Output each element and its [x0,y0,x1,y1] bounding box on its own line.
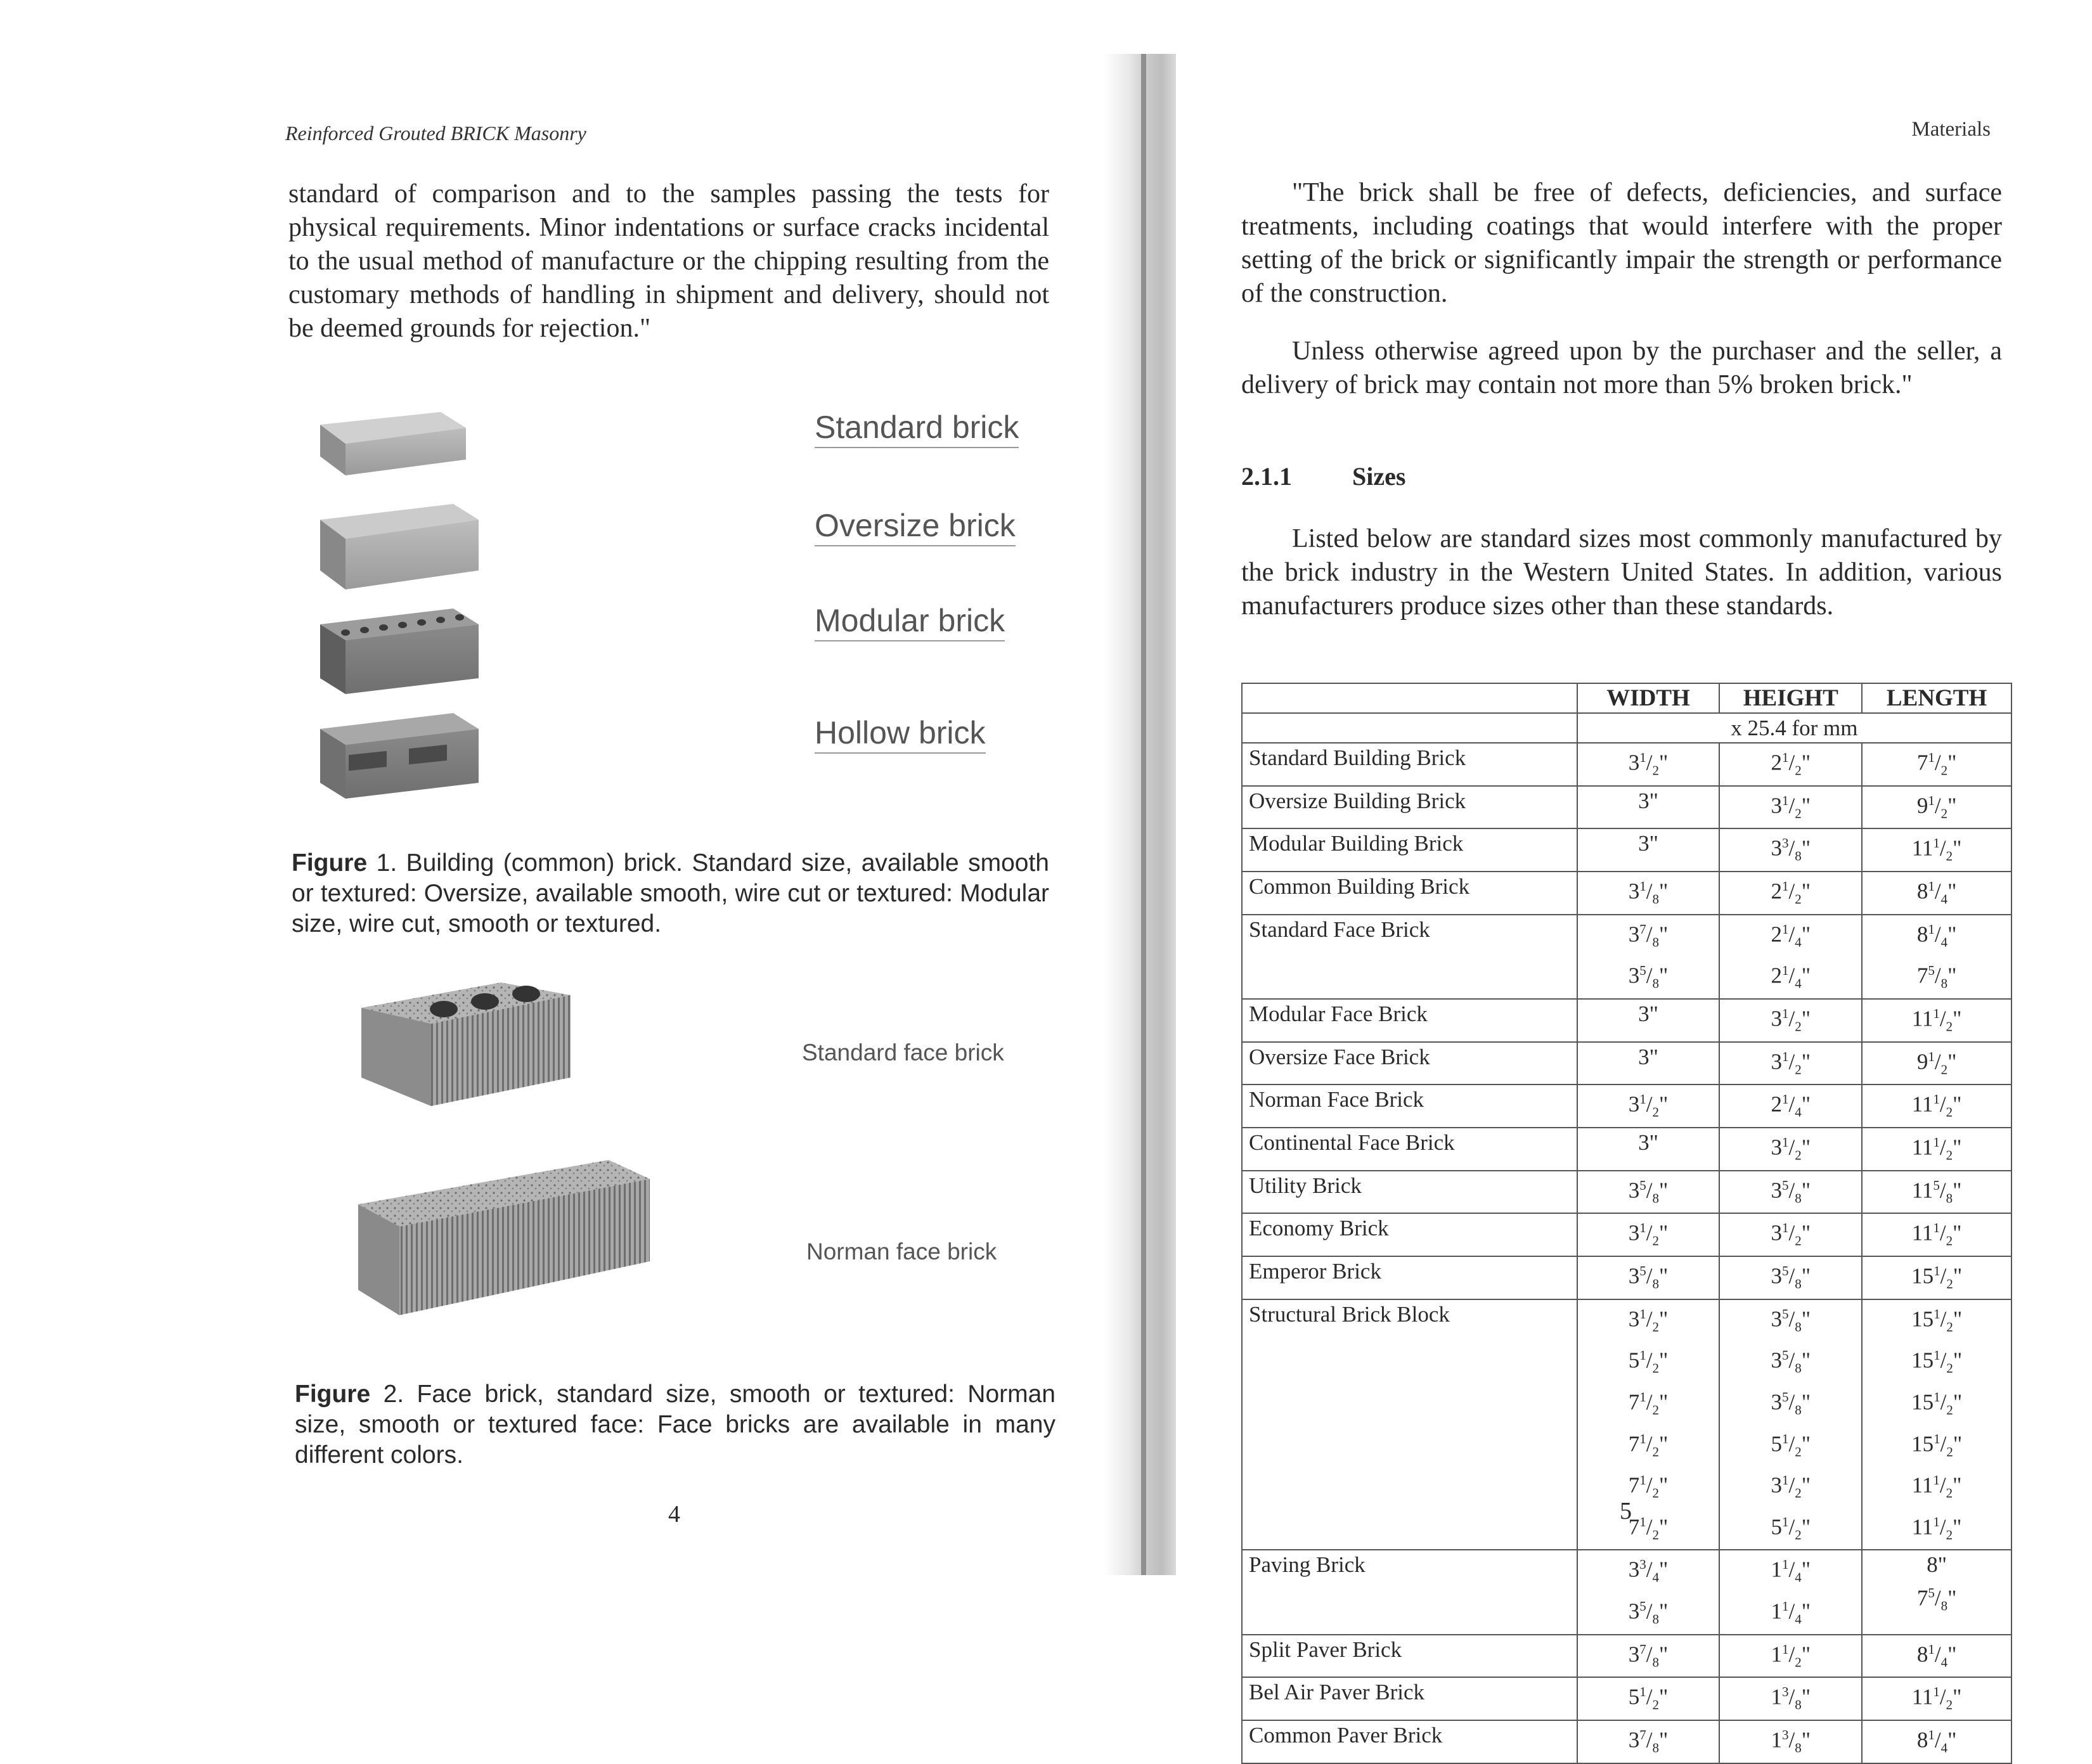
cell-width: 3" [1577,828,1720,872]
figure2-caption: Figure 2. Face brick, standard size, smooth or textured: Norman size, smooth or textured face: Face bricks are available in many different colors. [295,1381,1056,1469]
table-row [1242,999,2011,1042]
header-height: HEIGHT [1719,683,1862,713]
norman-face-brick-image [358,1160,650,1315]
cell-height: $1^1/_2$" [1719,1635,1862,1678]
cell-height: $2^1/_2$" [1719,872,1862,915]
table-row [1242,1085,2011,1128]
figure1-caption: Figure 1. Building (common) brick. Standard size, available smooth or textured: Oversize, available smooth, wire cut or textured: Modular size, wire cut, smooth or textured. [292,849,1049,937]
brick-sizes-table [1241,683,2012,1764]
table-row [1242,915,2011,999]
cell-height: $2^1/_2$" [1719,743,1862,786]
page-number-left: 4 [668,1501,680,1528]
cell-height: $1^3/_8$" [1719,1677,1862,1720]
table-row [1242,1677,2011,1720]
row-brick-name: Emperor Brick [1242,1256,1577,1299]
cell-width: $3^1/_2$" [1577,1213,1720,1256]
figure2-face-bricks-illustration [355,970,672,1344]
section-number: 2.1.1 [1241,462,1292,491]
cell-length: $9^1/_2$" [1862,1042,2011,1085]
table-row [1242,1213,2011,1256]
page-number-right: 5 [1620,1498,1632,1524]
label-hollow-brick: Hollow brick [815,714,986,754]
right-paragraph-2: Unless otherwise agreed upon by the purchaser and the seller, a delivery of brick may contain not more than 5% broken brick." [1241,337,2002,399]
cell-length: $8^1/_4$" [1862,872,2011,915]
cell-height: $1^1/_4$" $1^1/_4$" [1719,1550,1862,1634]
table-row [1242,1635,2011,1678]
cell-width: $3^7/_8$" [1577,1720,1720,1763]
row-brick-name: Common Paver Brick [1242,1720,1577,1763]
table-row [1242,1256,2011,1299]
cell-width: $3^1/_2$" $5^1/_2$" $7^1/_2$" $7^1/_2$" $7^1/_2$" $7^1/_2$" [1577,1299,1720,1550]
header-length: LENGTH [1862,683,2011,713]
cell-length: $11^1/_2$" [1862,1085,2011,1128]
cell-width: $3^5/_8$" [1577,1171,1720,1214]
cell-width: $3^1/_2$" [1577,743,1720,786]
row-brick-name: Modular Face Brick [1242,999,1577,1042]
cell-length: $11^1/_2$" [1862,1677,2011,1720]
cell-length: $11^1/_2$" [1862,1128,2011,1171]
book-gutter-shadow [1103,54,1176,1575]
row-brick-name: Oversize Building Brick [1242,786,1577,829]
row-brick-name: Standard Building Brick [1242,743,1577,786]
running-header-left: Reinforced Grouted BRICK Masonry [285,122,586,145]
table-row [1242,1128,2011,1171]
table-header-row [1242,683,2011,713]
row-brick-name: Oversize Face Brick [1242,1042,1577,1085]
cell-length: $11^1/_2$" [1862,828,2011,872]
figure1-bricks-illustration [295,380,593,824]
oversize-brick-image [320,504,479,589]
cell-height: $3^1/_2$" [1719,999,1862,1042]
cell-length: $11^5/_8$" [1862,1171,2011,1214]
table-row [1242,743,2011,786]
cell-width: 3" [1577,1042,1720,1085]
table-row [1242,1171,2011,1214]
row-brick-name: Continental Face Brick [1242,1128,1577,1171]
cell-length: $11^1/_2$" [1862,1213,2011,1256]
row-brick-name: Bel Air Paver Brick [1242,1677,1577,1720]
cell-height: $3^5/_8$" $3^5/_8$" $3^5/_8$" $5^1/_2$" $3^1/_2$" $5^1/_2$" [1719,1299,1862,1550]
cell-height: $3^1/_2$" [1719,1128,1862,1171]
label-modular-brick: Modular brick [815,602,1005,641]
cell-width: 3" [1577,999,1720,1042]
cell-height: $3^1/_2$" [1719,786,1862,829]
right-paragraph-1: "The brick shall be free of defects, deficiencies, and surface treatments, including coatings that would interfere with the proper setting of the brick or significantly impair the strength or performance of the construction. [1241,178,2002,308]
cell-width: $3^1/_8$" [1577,872,1720,915]
modular-brick-image [320,608,479,694]
cell-length: $8^1/_4$" [1862,1720,2011,1763]
cell-height: $3^3/_8$" [1719,828,1862,872]
cell-length: $7^1/_2$" [1862,743,2011,786]
cell-width: $3^7/_8$" [1577,1635,1720,1678]
row-brick-name: Norman Face Brick [1242,1085,1577,1128]
hollow-brick-image [320,713,479,799]
header-width: WIDTH [1577,683,1720,713]
standard-face-brick-image [361,982,571,1106]
cell-height: $3^5/_8$" [1719,1256,1862,1299]
cell-height: $3^5/_8$" [1719,1171,1862,1214]
label-standard-face-brick: Standard face brick [802,1040,1004,1065]
table-row [1242,1720,2011,1763]
label-standard-brick: Standard brick [815,409,1019,448]
cell-width: $5^1/_2$" [1577,1677,1720,1720]
table-row [1242,1042,2011,1085]
row-brick-name: Common Building Brick [1242,872,1577,915]
book-spine-line [1141,54,1146,1575]
cell-width: $3^7/_8$" $3^5/_8$" [1577,915,1720,999]
cell-height: $1^3/_8$" [1719,1720,1862,1763]
cell-height: $2^1/_4$" $2^1/_4$" [1719,915,1862,999]
cell-width: $3^1/_2$" [1577,1085,1720,1128]
cell-height: $3^1/_2$" [1719,1042,1862,1085]
section-title: Sizes [1352,462,1406,491]
label-norman-face-brick: Norman face brick [806,1239,997,1265]
table-row [1242,828,2011,872]
cell-length: $8^1/_4$" [1862,1635,2011,1678]
row-brick-name: Utility Brick [1242,1171,1577,1214]
cell-width: 3" [1577,786,1720,829]
unit-note: x 25.4 for mm [1577,713,2011,743]
row-brick-name: Modular Building Brick [1242,828,1577,872]
header-blank [1242,683,1577,713]
standard-brick-image [320,412,466,475]
label-oversize-brick: Oversize brick [815,507,1016,546]
cell-length: $11^1/_2$" [1862,999,2011,1042]
row-brick-name: Split Paver Brick [1242,1635,1577,1678]
table-unit-row [1242,713,2011,743]
cell-length: $15^1/_2$" [1862,1256,2011,1299]
row-brick-name: Economy Brick [1242,1213,1577,1256]
row-brick-name: Standard Face Brick [1242,915,1577,999]
running-header-right: Materials [1911,118,1991,141]
section-heading [1241,461,1405,491]
cell-height: $3^1/_2$" [1719,1213,1862,1256]
cell-length: $8^1/_4$" $7^5/_8$" [1862,915,2011,999]
left-body-paragraph: standard of comparison and to the samples passing the tests for physical requirements. Minor indentations or surface cracks incidental to the usual method of manufacture or the chipping resulting from the customary methods of handling in shipment and delivery, should not be deemed grounds for rejection." [288,179,1049,343]
cell-width: $3^5/_8$" [1577,1256,1720,1299]
cell-height: $2^1/_4$" [1719,1085,1862,1128]
table-row [1242,1550,2011,1634]
cell-length: $9^1/_2$" [1862,786,2011,829]
table-row [1242,872,2011,915]
cell-length: $15^1/_2$" $15^1/_2$" $15^1/_2$" $15^1/_2$" $11^1/_2$" $11^1/_2$" [1862,1299,2011,1550]
row-brick-name: Structural Brick Block [1242,1299,1577,1550]
cell-width: $3^3/_4$" $3^5/_8$" [1577,1550,1720,1634]
cell-length: 8" $7^5/_8$" [1862,1550,2011,1634]
row-brick-name: Paving Brick [1242,1550,1577,1634]
cell-width: 3" [1577,1128,1720,1171]
right-paragraph-3: Listed below are standard sizes most commonly manufactured by the brick industry in the Western United States. In addition, various manufacturers produce sizes other than these standards. [1241,524,2002,621]
table-row [1242,786,2011,829]
